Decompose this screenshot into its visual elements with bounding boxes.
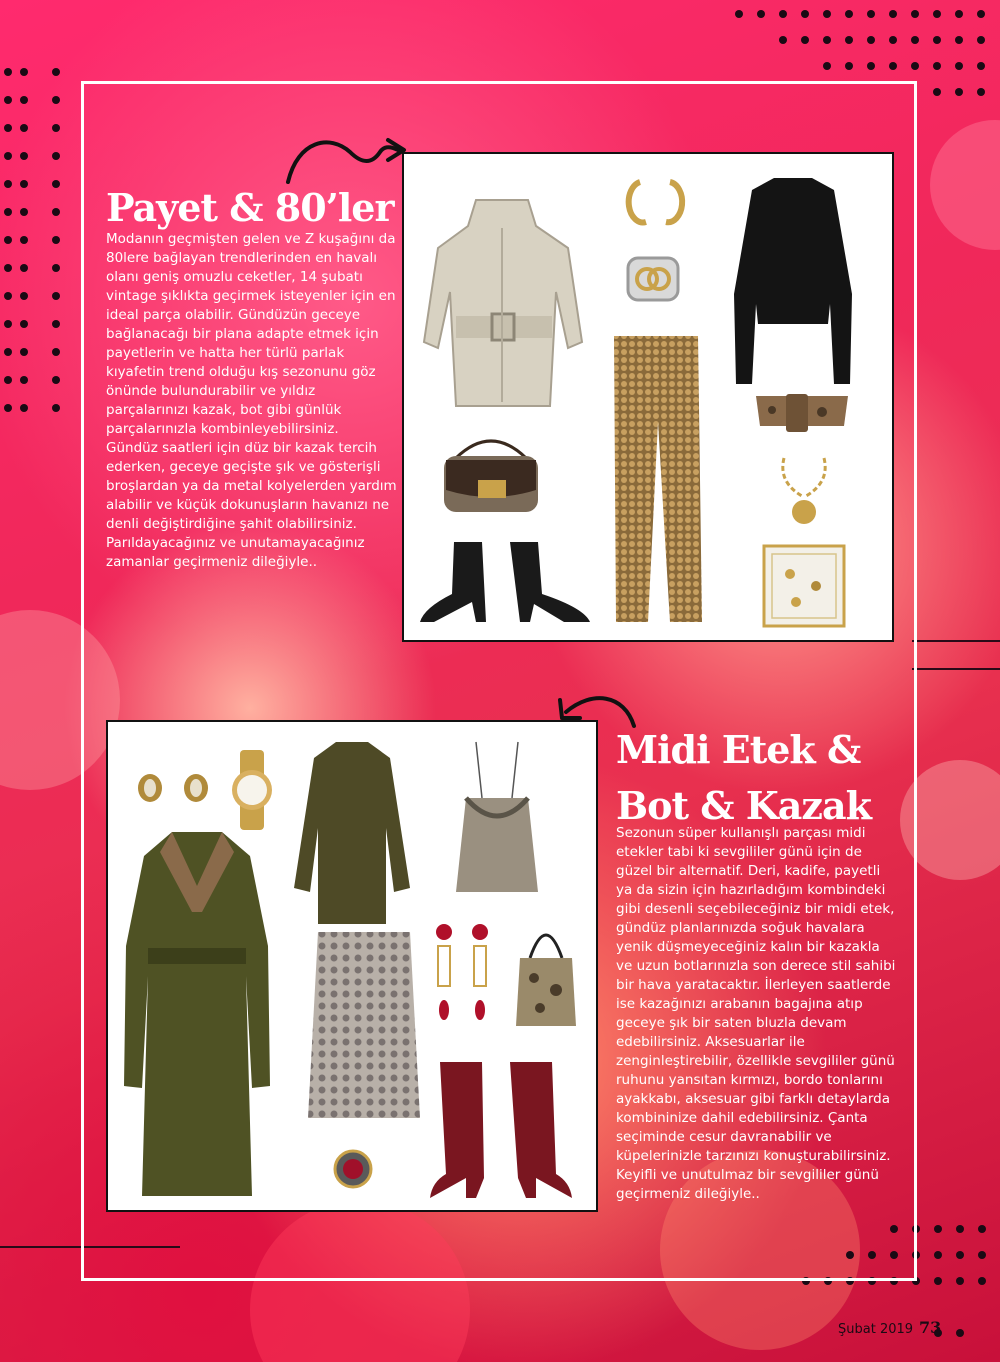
section1-paragraph: Parıldayacağınız ve unutamayacağınız zamanlar geçirmeniz dileğiyle.. [106,535,365,570]
brooch-image [624,254,682,304]
page-number: 73 [919,1318,942,1337]
section1-paragraph: Gündüz saatleri için düz bir kazak tercih ederken, geceye geçişte şık ve gösterişli broşlardan ya da metal kolyelerden yardım alabilir ve küçük dokunuşların havanızı ne denli değiştirdiğine şahit olabilirsiniz. [106,440,397,532]
dot-grid-left [4,68,84,428]
product-collage-2 [106,720,598,1212]
bucket-bag-image [514,918,578,1030]
silk-scarf-image [762,544,846,628]
section2-title [616,726,871,830]
satin-camisole-image [452,738,542,898]
section1-paragraph: Modanın geçmişten gelen ve Z kuşağını da 80lere bağlayan trendlerinden en havalı olanı geniş omuzlu ceketler, 14 şubatı vintage şıklıkta geçirmek isteyenler için en ideal parça olabilir. Gündüzün geceye bağlanacağı bir plana adapte etmek için payetlerin ve hatta her türlü parlak kıyafetin trend olduğu kış sezonunu göz önünde bulundurabilir ve yıldız parçalarınızı kazak, bot gibi günlük parçalarınızla kombinleyebilirsiniz. [106,231,396,437]
red-earrings-image [432,922,492,1030]
decorative-line [912,640,1000,642]
section2-title-line2: Bot & Kazak [616,783,871,828]
handbag-image [436,434,546,516]
section2-paragraph: Sezonun süper kullanışlı parçası midi etekler tabi ki sevgililer günü için de güzel bir alternatif. Deri, kadife, payetli ya da sizin için hazırladığım kombindeki gibi desenli seçebileceğiniz bir midi etek, gündüz planlarınızda soğuk havalara yenik düşmeyeceğiniz kalın bir kazakla ve uzun botlarınızla son derece stil sahibi bir hava yaratacaktır. İlerleyen saatlerde ise kazağınızı arabanın bagajına atıp geceye şık bir saten bluzla devam edebilirsiniz. Aksesuarlar ile zenginleştirebilir, özellikle sevgililer günü ruhunu yansıtan kırmızı, bordo tonlarını ayakkabı, aksesuar gibi farklı detaylarda kombininize dahil edebilirsiniz. Çanta seçiminde cesur davranabilir ve küpelerinizle tarzınızı konuşturabilirsiniz. Keyifli ve unutulmaz bir sevgililer günü geçirmeniz dileğiyle.. [616,825,896,1202]
section1-body [106,230,398,572]
snakeskin-skirt-image [304,928,424,1124]
ankle-boots-image [414,538,604,634]
section2-body [616,824,898,1204]
decorative-line [912,668,1000,670]
ring-image [330,1146,376,1192]
page-footer [838,1318,941,1337]
sequin-trousers-image [604,332,708,628]
product-collage-1 [402,152,894,642]
olive-sweater-image [290,738,414,928]
black-sweater-image [730,174,856,388]
curvy-arrow-icon [280,130,410,190]
hoop-earrings-image [620,174,694,230]
chain-necklace-image [774,452,834,530]
issue-date: Şubat 2019 [838,1322,914,1337]
wristwatch-image [228,748,276,832]
jacket-image [418,192,586,422]
tall-boots-image [426,1058,576,1204]
bokeh-circle [930,120,1000,250]
snakeskin-belt-image [752,390,852,436]
bee-earrings-image [130,770,220,806]
section2-title-line1: Midi Etek & [616,727,861,772]
section1-title: Payet & 80’ler [106,185,394,230]
leather-coat-image [122,826,272,1202]
